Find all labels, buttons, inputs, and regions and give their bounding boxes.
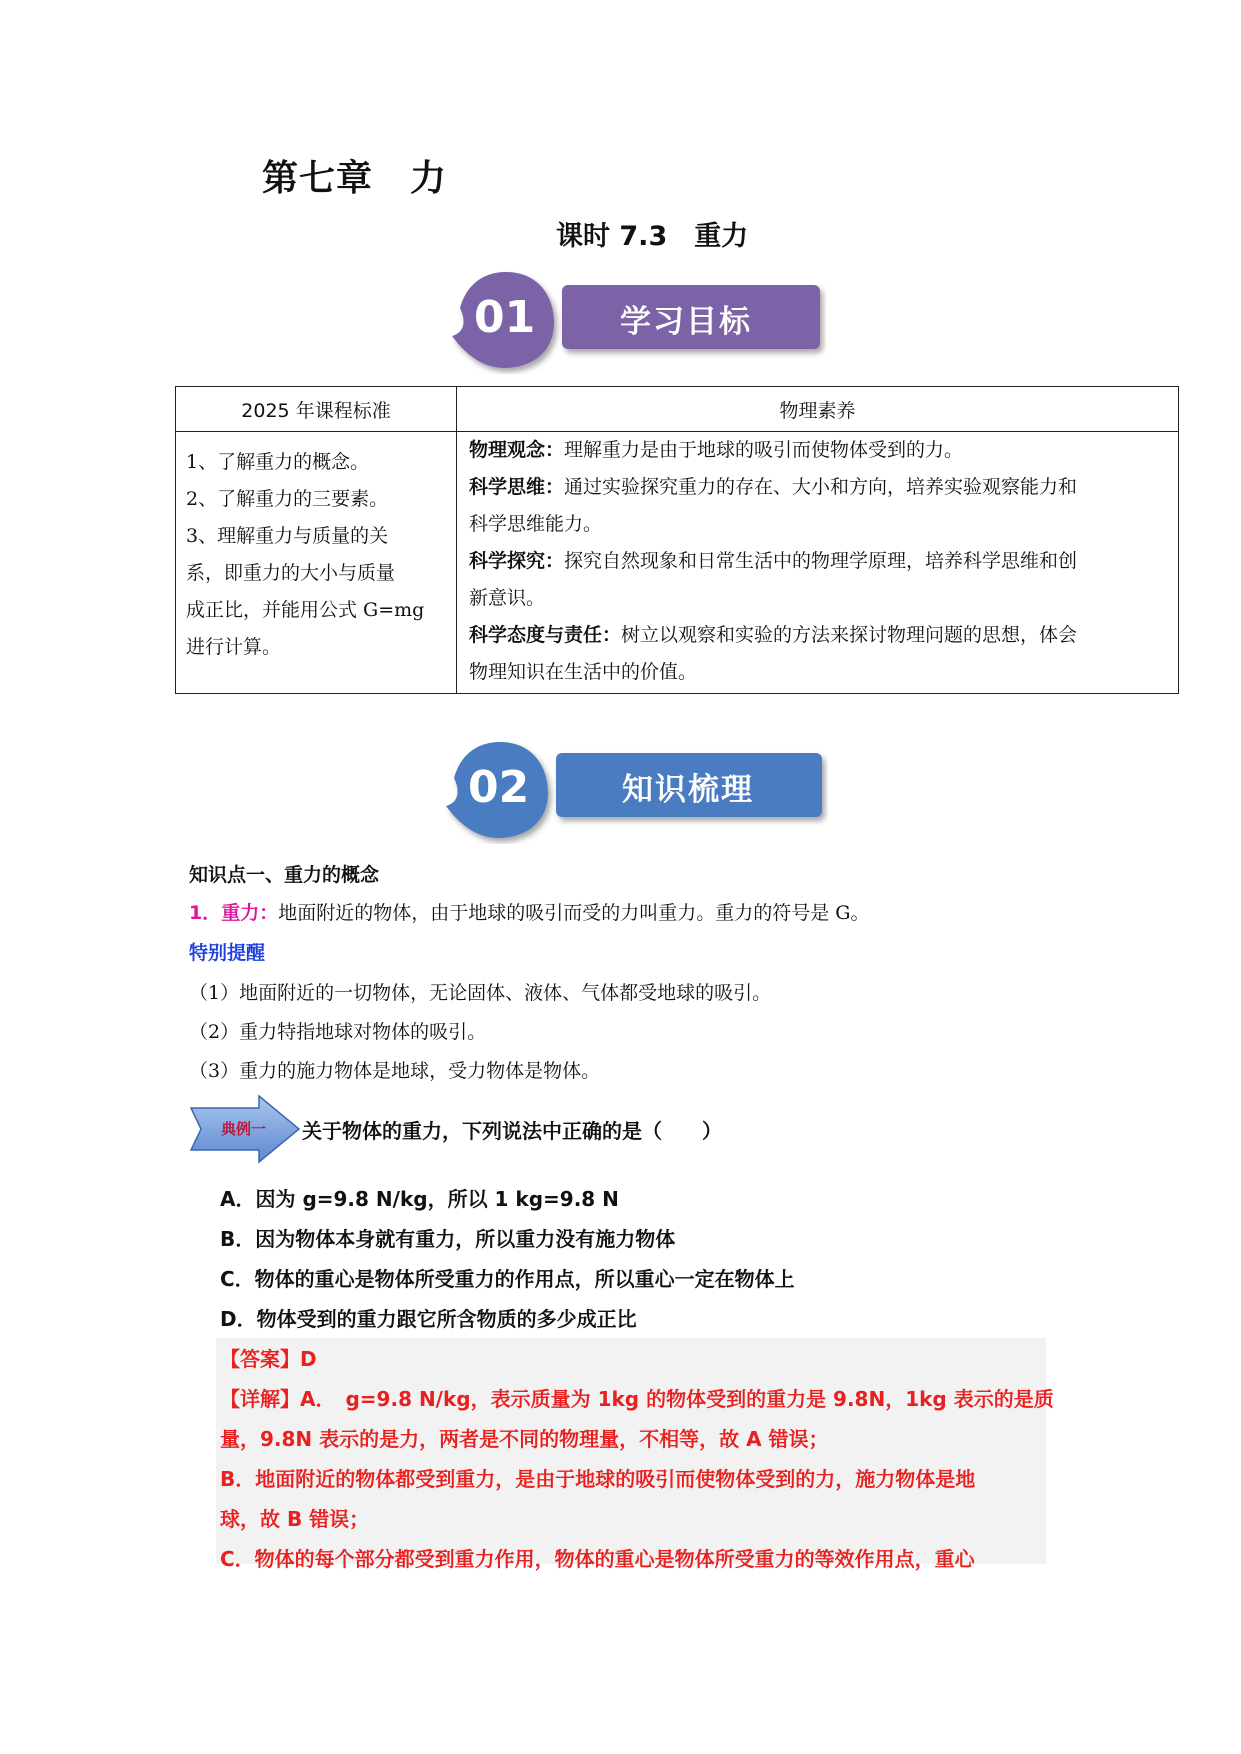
literacy-term: 科学态度与责任： (469, 624, 622, 646)
definition-label: 1．重力： (189, 902, 279, 924)
physics-literacy-cell (457, 432, 1179, 694)
gravity-definition (189, 898, 869, 925)
standard-line: 2、了解重力的三要素。 (186, 488, 389, 510)
answer: 【答案】D (220, 1347, 317, 1371)
section-banner-knowledge (438, 738, 828, 844)
option-a: A．因为 g=9.8 N/kg，所以 1 kg=9.8 N (220, 1187, 619, 1211)
literacy-term: 物理观念： (469, 439, 565, 461)
section-number: 01 (474, 292, 536, 343)
section-label: 学习目标 (620, 304, 752, 340)
literacy-line (469, 469, 1166, 506)
literacy-line (469, 432, 1166, 469)
literacy-text: 理解重力是由于地球的吸引而使物体受到的力。 (564, 439, 964, 461)
detail-line: C．物体的每个部分都受到重力作用，物体的重心是物体所受重力的等效作用点，重心 (220, 1547, 975, 1571)
option-b: B．因为物体本身就有重力，所以重力没有施力物体 (220, 1227, 676, 1251)
standard-line: 进行计算。 (186, 636, 282, 658)
example-question: 关于物体的重力，下列说法中正确的是（ ） (302, 1119, 722, 1143)
standard-line: 3、理解重力与质量的关 (186, 525, 389, 547)
literacy-line-cont: 新意识。 (469, 587, 546, 609)
section-number: 02 (468, 762, 530, 813)
example-tag-label: 典例一 (221, 1120, 267, 1138)
section-banner-goals (446, 268, 826, 374)
definition-text: 地面附近的物体，由于地球的吸引而受的力叫重力。重力的符号是 G。 (278, 902, 870, 924)
option-c: C．物体的重心是物体所受重力的作用点，所以重心一定在物体上 (220, 1267, 795, 1291)
tip-item: （3）重力的施力物体是地球，受力物体是物体。 (189, 1060, 601, 1082)
knowledge-point-title: 知识点一、重力的概念 (189, 864, 380, 886)
detail-line: B．地面附近的物体都受到重力，是由于地球的吸引而使物体受到的力，施力物体是地 (220, 1467, 976, 1491)
example-tag (189, 1094, 301, 1168)
section-label: 知识梳理 (622, 772, 754, 808)
literacy-term: 科学探究： (469, 550, 565, 572)
option-d: D．物体受到的重力跟它所含物质的多少成正比 (220, 1307, 637, 1331)
tip-item: （1）地面附近的一切物体，无论固体、液体、气体都受地球的吸引。 (189, 982, 772, 1004)
curriculum-standards-cell (176, 432, 457, 694)
literacy-text: 探究自然现象和日常生活中的物理学原理，培养科学思维和创 (564, 550, 1078, 572)
standards-table (175, 386, 1179, 694)
literacy-text: 树立以观察和实验的方法来探讨物理问题的思想，体会 (621, 624, 1078, 646)
detail-line: 量，9.8N 表示的是力，两者是不同的物理量，不相等，故 A 错误； (220, 1427, 829, 1451)
standard-line: 系，即重力的大小与质量 (186, 562, 396, 584)
detail-line: 球，故 B 错误； (220, 1507, 370, 1531)
literacy-line (469, 617, 1166, 654)
special-tip-title: 特别提醒 (189, 942, 266, 964)
chapter-title: 第七章 力 (262, 158, 448, 199)
lesson-title: 课时 7.3 重力 (556, 221, 749, 252)
literacy-term: 科学思维： (469, 476, 565, 498)
literacy-line (469, 543, 1166, 580)
literacy-text: 通过实验探究重力的存在、大小和方向，培养实验观察能力和 (564, 476, 1078, 498)
col1-header: 2025 年课程标准 (176, 387, 457, 432)
standard-line: 成正比，并能用公式 G=mg (186, 599, 425, 621)
detail-line: 【详解】A． g=9.8 N/kg，表示质量为 1kg 的物体受到的重力是 9.8N，1kg 表示的是质 (220, 1387, 1054, 1411)
tip-item: （2）重力特指地球对物体的吸引。 (189, 1021, 487, 1043)
literacy-line-cont: 物理知识在生活中的价值。 (469, 661, 698, 683)
standard-line: 1、了解重力的概念。 (186, 451, 370, 473)
col2-header: 物理素养 (457, 387, 1179, 432)
literacy-line-cont: 科学思维能力。 (469, 513, 603, 535)
